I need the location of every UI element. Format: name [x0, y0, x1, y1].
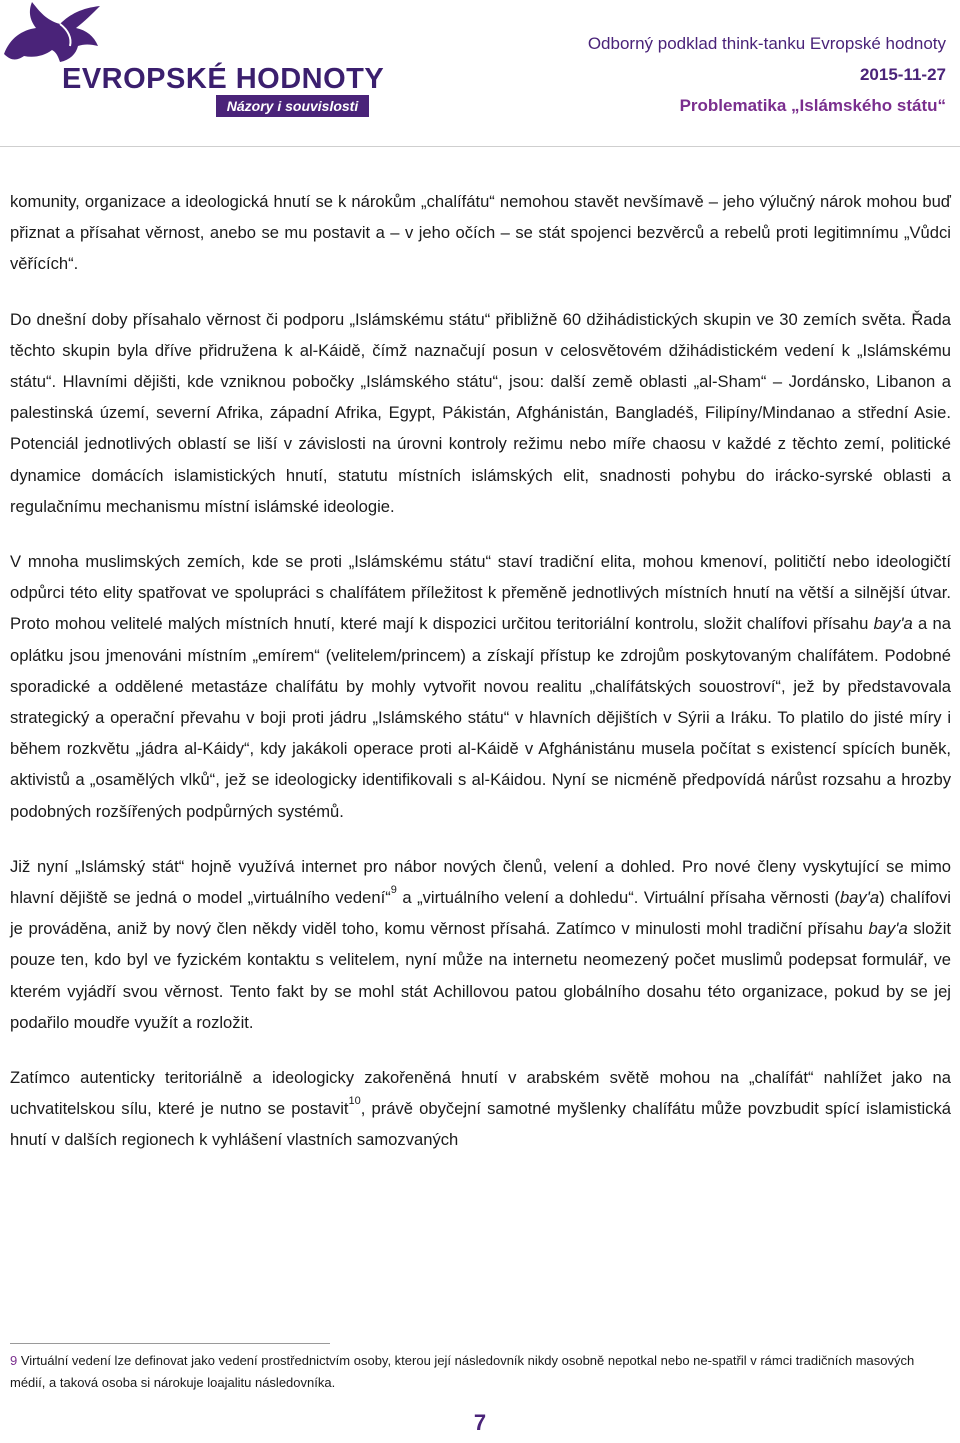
paragraph-text: Zatímco autenticky teritoriálně a ideologicky zakořeněná hnutí v arabském světě mohou na „chalífát“ nahlížet jako na uchvatitelskou sílu, které je nutno se postavit	[10, 1068, 951, 1119]
footnote-reference[interactable]: 9	[390, 884, 397, 897]
paragraph-text: Již nyní „Islámský stát“ hojně využívá internet pro nábor nových členů, velení a dohled. Pro nové členy vyskytující se mimo hlavní dějiště se jedná o model „virtuálního vedení“	[10, 856, 951, 908]
paragraph	[10, 851, 951, 1038]
logo	[0, 0, 385, 130]
footnote-reference[interactable]: 10	[348, 1095, 361, 1108]
italic-term: bay'a	[868, 919, 908, 939]
italic-term: bay'a	[873, 614, 913, 634]
document-topic: Problematika „Islámského státu“	[679, 96, 946, 115]
header-divider	[0, 146, 960, 147]
paragraph-text: ) chalífovi je prováděna, aniž by nový člen někdy viděl toho, komu věrnost přísahá. Zatímco v minulosti mohl tradiční přísahu	[10, 888, 951, 939]
paragraph: komunity, organizace a ideologická hnutí se k nárokům „chalífátu“ nemohou stavět nevšímavě – jeho výlučný nárok mohou buď přiznat a přísahat věrnost, anebo se mu postavit a – v jeho očích – se stát spojenci bezvěrců a rebelů proti legitimnímu „Vůdci věřících“.	[10, 192, 951, 274]
document-date: 2015-11-27	[859, 65, 946, 84]
paragraph-text: , právě obyčejní samotné myšlenky chalífátu může povzbudit spící islamistická hnutí v dalších regionech k vyhlášení vlastních samozvaných	[10, 1099, 951, 1150]
paragraph	[10, 546, 951, 827]
document-meta	[588, 28, 946, 121]
page-header	[0, 0, 960, 150]
paragraph-text: a „virtuálního velení a dohledu“. Virtuální přísaha věrnosti (	[396, 888, 840, 908]
paragraph: Do dnešní doby přísahalo věrnost či podporu „Islámskému státu“ přibližně 60 džihádistických skupin ve 30 zemích světa. Řada těchto skupin byla dříve přidružena k al-Káidě, čímž naznačují posun v celosvětovém džihádistickém vedení k „Islámskému státu“. Hlavními dějišti, kde vzniknou pobočky „Islámského státu“, jsou: další země oblasti „al-Sham“ – Jordánsko, Libanon a palestinská území, severní Afrika, západní Afrika, Egypt, Pákistán, Afghánistán, Bangladéš, Filipíny/Mindanao a střední Asie. Potenciál jednotlivých oblastí se liší v závislosti na úrovni kontroly režimu nebo míře chaosu v každé z těchto zemí, politické dynamice domácích islamistických hnutí, statutu místních islámských elit, snadnosti pohybu do irácko-syrské oblasti a regulačnímu mechanismu místní islámské ideologie.	[10, 309, 951, 516]
italic-term: bay'a	[839, 888, 880, 908]
footnote-number: 9	[10, 1353, 18, 1368]
logo-title: EVROPSKÉ HODNOTY	[62, 63, 385, 95]
paragraph-text: V mnoha muslimských zemích, kde se proti „Islámskému státu“ staví tradiční elita, mohou kmenoví, političtí nebo ideologičtí odpůrci této elity spatřovat ve spolupráci s chalífátem příležitost k přeměně jednotlivých místních hnutí na větší a silnější útvar. Proto mohou velitelé malých místních hnutí, které mají k dispozici určitou teritoriální kontrolu, složit chalífovi přísahu	[10, 552, 951, 634]
paragraph	[10, 1062, 951, 1156]
footnote-text: Virtuální vedení lze definovat jako vedení prostřednictvím osoby, kterou její následovník nikdy osobně nepotkal nebo ne-spatřil v rámci tradičních masových médií, a taková osoba si nárokuje loajalitu následovníka.	[10, 1353, 915, 1390]
page-number: 7	[473, 1410, 487, 1435]
footnote-divider	[10, 1343, 330, 1344]
document-type: Odborný podklad think-tanku Evropské hodnoty	[587, 34, 946, 53]
document-body	[10, 186, 951, 1156]
logo-tagline: Názory i souvislosti	[216, 95, 369, 117]
pegasus-icon	[0, 0, 120, 72]
paragraph-text: a na oplátku jsou jmenováni místním „emírem“ (velitelem/princem) a získají přístup ke zdrojům poskytovaným chalífátem. Podobné sporadické a oddělené metastáze chalífátu by mohly vytvořit novou realitu „chalífátských souostroví“, jež by představovala strategický a operační převahu v boji proti jádru „Islámského státu“ v hlavních dějištích v Sýrii a Iráku. To platilo do jisté míry i během rozkvětu „jádra al-Káidy“, kdy jakákoli operace proti al-Káidě v Afghánistánu musela počítat s existencí spících buněk, aktivistů a „osamělých vlků“, jež se ideologicky identifikovali s al-Káidou. Nyní se nicméně předpovídá nárůst rozsahu a hrozby podobných rozšířených podpůrných systémů.	[10, 614, 951, 821]
paragraph-text: složit pouze ten, kdo byl ve fyzickém kontaktu s velitelem, nyní může na internetu neomezený počet muslimů podepsat formulář, ve kterém vyjádří svou věrnost. Tento fakt by se mohl stát Achillovou patou globálního dosahu této organizace, pokud by se jej podařilo moudře využít a rozložit.	[10, 919, 952, 1032]
footnote	[10, 1350, 940, 1394]
